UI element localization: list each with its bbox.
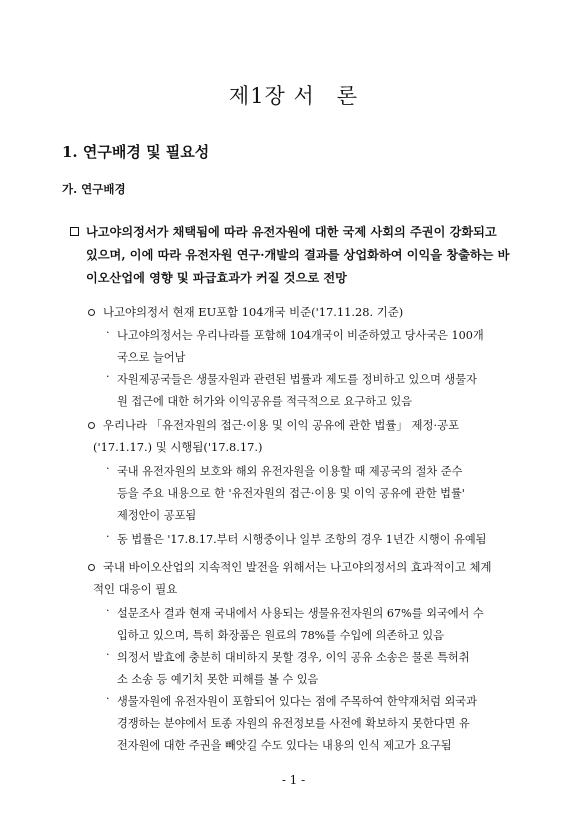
sub-item-line: 나고야의정서는 우리나라를 포함해 104개국이 비준하였고 당사국은 100개: [117, 329, 484, 342]
sub-item-line: 등을 주요 내용으로 한 '유전자원의 접근·이용 및 이익 공유에 관한 법률': [117, 487, 465, 500]
sub-item-line: 제정안이 공포됨: [117, 509, 197, 522]
item-line: 국내 바이오산업의 지속적인 발전을 위해서는 나고야의정서의 효과적이고 체계: [103, 560, 492, 574]
sub-item-line: 전자원에 대한 주권을 빼앗길 수도 있다는 내용의 인식 제고가 요구됨: [117, 739, 452, 752]
dot-bullet-icon: ·: [106, 530, 110, 543]
sub-item-line: 동 법률은 '17.8.17.부터 시행중이나 일부 조항의 경우 1년간 시행이 유예됨: [117, 533, 487, 546]
subsection-title: 가. 연구배경: [62, 182, 126, 196]
square-bullet-icon: [70, 227, 79, 236]
section-title: 1. 연구배경 및 필요성: [62, 143, 210, 161]
sub-item-line: 의정서 발효에 충분히 대비하지 못할 경우, 이익 공유 소송은 물론 특허취: [117, 651, 470, 664]
dot-bullet-icon: ·: [106, 326, 110, 339]
sub-item-line: 자원제공국들은 생물자원과 관련된 법률과 제도를 정비하고 있으며 생물자: [117, 373, 477, 386]
sub-item-line: 원 접근에 대한 허가와 이익공유를 적극적으로 요구하고 있음: [117, 395, 413, 408]
sub-item-line: 설문조사 결과 현재 국내에서 사용되는 생물유전자원의 67%를 외국에서 수: [117, 607, 484, 620]
dot-bullet-icon: ·: [106, 692, 110, 705]
main-point-line: 이오산업에 영향 및 파급효과가 커질 것으로 전망: [86, 271, 347, 285]
item-line: 적인 대응이 필요: [93, 582, 178, 596]
dot-bullet-icon: ·: [106, 648, 110, 661]
item-line: 우리나라 「유전자원의 접근·이용 및 이익 공유에 관한 법률」 제정·공포: [103, 418, 460, 432]
sub-item-line: 생물자원에 유전자원이 포함되어 있다는 점에 주목하여 한약재처럼 외국과: [117, 695, 477, 708]
sub-item-line: 경쟁하는 분야에서 토종 자원의 유전정보를 사전에 확보하지 못한다면 유: [117, 717, 470, 730]
dot-bullet-icon: ·: [106, 604, 110, 617]
sub-item-line: 입하고 있으며, 특히 화장품은 원료의 78%를 수입에 의존하고 있음: [117, 629, 445, 642]
dot-bullet-icon: ·: [106, 370, 110, 383]
main-point-line: 있으며, 이에 따라 유전자원 연구·개발의 결과를 상업화하여 이익을 창출하는 바: [86, 248, 510, 262]
main-point-line: 나고야의정서가 채택됨에 따라 유전자원에 대한 국제 사회의 주권이 강화되고: [86, 225, 497, 239]
circle-bullet-icon: [88, 564, 95, 571]
dot-bullet-icon: ·: [106, 462, 110, 475]
sub-item-line: 국내 유전자원의 보호와 해외 유전자원을 이용할 때 제공국의 절차 준수: [117, 465, 463, 478]
chapter-title: 제1장 서 론: [228, 84, 359, 108]
sub-item-line: 소 소송 등 예기치 못한 피해를 볼 수 있음: [117, 673, 319, 686]
sub-item-line: 국으로 늘어남: [117, 351, 186, 364]
page-number: - 1 -: [281, 773, 306, 787]
circle-bullet-icon: [88, 422, 95, 429]
circle-bullet-icon: [88, 309, 95, 316]
item-line: 나고야의정서 현재 EU포함 104개국 비준('17.11.28. 기준): [103, 305, 404, 319]
item-line: ('17.1.17.) 및 시행됨('17.8.17.): [93, 440, 263, 454]
